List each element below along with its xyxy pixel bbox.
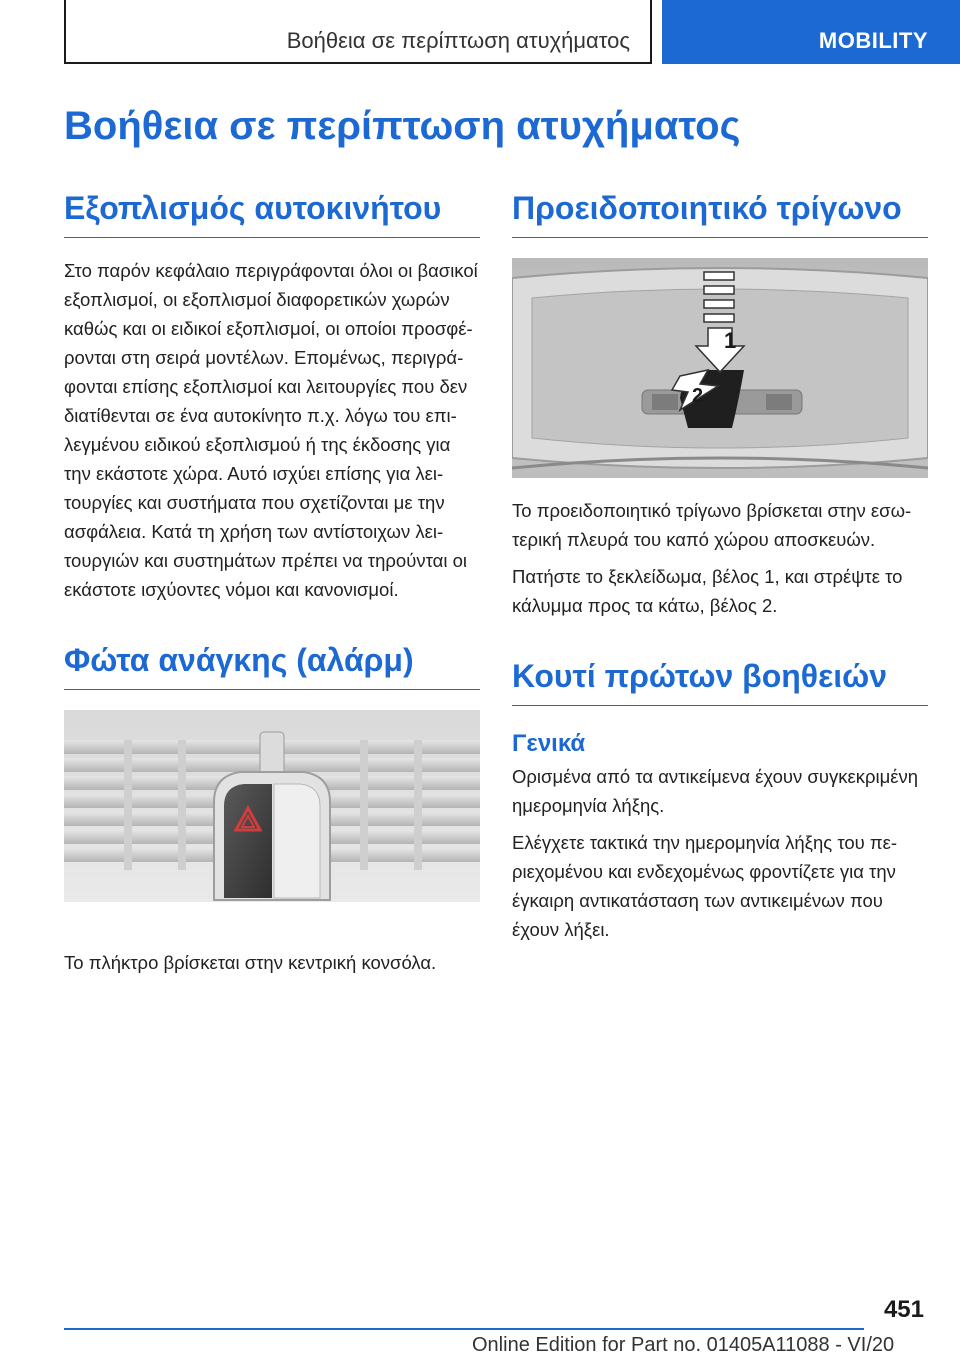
subheading-general: Γενικά — [512, 730, 586, 757]
header-chapter-box — [64, 0, 652, 64]
first-aid-expiry-text: Ορισμένα από τα αντικείμενα έχουν συγκεκριμένη ημερομηνία λήξης. — [512, 766, 919, 816]
hazard-button-caption: Το πλήκτρο βρίσκεται στην κεντρική κονσόλα. — [64, 952, 437, 973]
footer-divider — [64, 1328, 864, 1330]
section-heading-warning-triangle: Προειδοποιητικό τρίγωνο — [512, 190, 928, 238]
arrow-2-label: 2 — [692, 385, 704, 407]
left-column — [64, 190, 480, 977]
header-chapter-title: Βοήθεια σε περίπτωση ατυχήματος — [286, 28, 630, 53]
first-aid-check-text: Ελέγχετε τακτικά την ημερομηνία λήξης του περιεχομένου και ενδεχομένως φροντίζετε για την έγκαιρη αντικατάσταση των αντικειμένων που έχουν λήξει. — [512, 832, 898, 940]
section-heading-hazard-lights: Φώτα ανάγκης (αλάρμ) — [64, 642, 480, 690]
section-heading-first-aid-kit: Κουτί πρώτων βοηθειών — [512, 658, 928, 706]
vehicle-equipment-paragraph: Στο παρόν κεφάλαιο περιγράφονται όλοι οι βασικοί εξοπλισμοί, οι εξοπλισμοί διαφορετικών χωρών καθώς και οι ειδικοί εξοπλισμοί, οι οποίοι προσφέρονται στη σειρά μοντέλων. Επομένως, περιγράφονται επίσης εξοπλισμοί και λειτουργίες που δεν διατίθενται σε ένα αυτοκίνητο π.χ. λόγω του επιλεγμένου ειδικού εξοπλισμού ή της έκδοσης για την εκάστοτε χώρα. Αυτό ισχύει επίσης για λειτουργίες και συστήματα που σχετίζονται με την ασφάλεια. Κατά τη χρήση των αντίστοιχων λειτουργιών και συστημάτων πρέπει να τηρούνται οι εκάστοτε ισχύοντες νόμοι και κανονισμοί. — [64, 260, 478, 600]
warning-triangle-location-text: Το προειδοποιητικό τρίγωνο βρίσκεται στην εσωτερική πλευρά του καπό χώρου αποσκευών. — [512, 500, 912, 550]
arrow-1-label: 1 — [724, 328, 737, 353]
hazard-button-illustration — [64, 710, 480, 930]
warning-triangle-figure — [512, 258, 928, 478]
footer-edition-text: Online Edition for Part no. 01405A11088 - VI/20 — [472, 1334, 895, 1356]
warning-triangle-instructions: Πατήστε το ξεκλείδωμα, βέλος 1, και στρέψτε το κάλυμμα προς τα κάτω, βέλος 2. — [512, 566, 903, 616]
tab-mobility-label: MOBILITY — [818, 28, 928, 53]
page-title: Βοήθεια σε περίπτωση ατυχήματος — [64, 104, 741, 148]
tab-mobility[interactable] — [662, 0, 960, 64]
hazard-button-figure — [64, 710, 480, 930]
right-column — [512, 190, 928, 944]
section-heading-vehicle-equipment: Εξοπλισμός αυτοκινήτου — [64, 190, 480, 238]
warning-triangle-illustration — [512, 258, 928, 478]
page-number: 451 — [883, 1296, 924, 1323]
